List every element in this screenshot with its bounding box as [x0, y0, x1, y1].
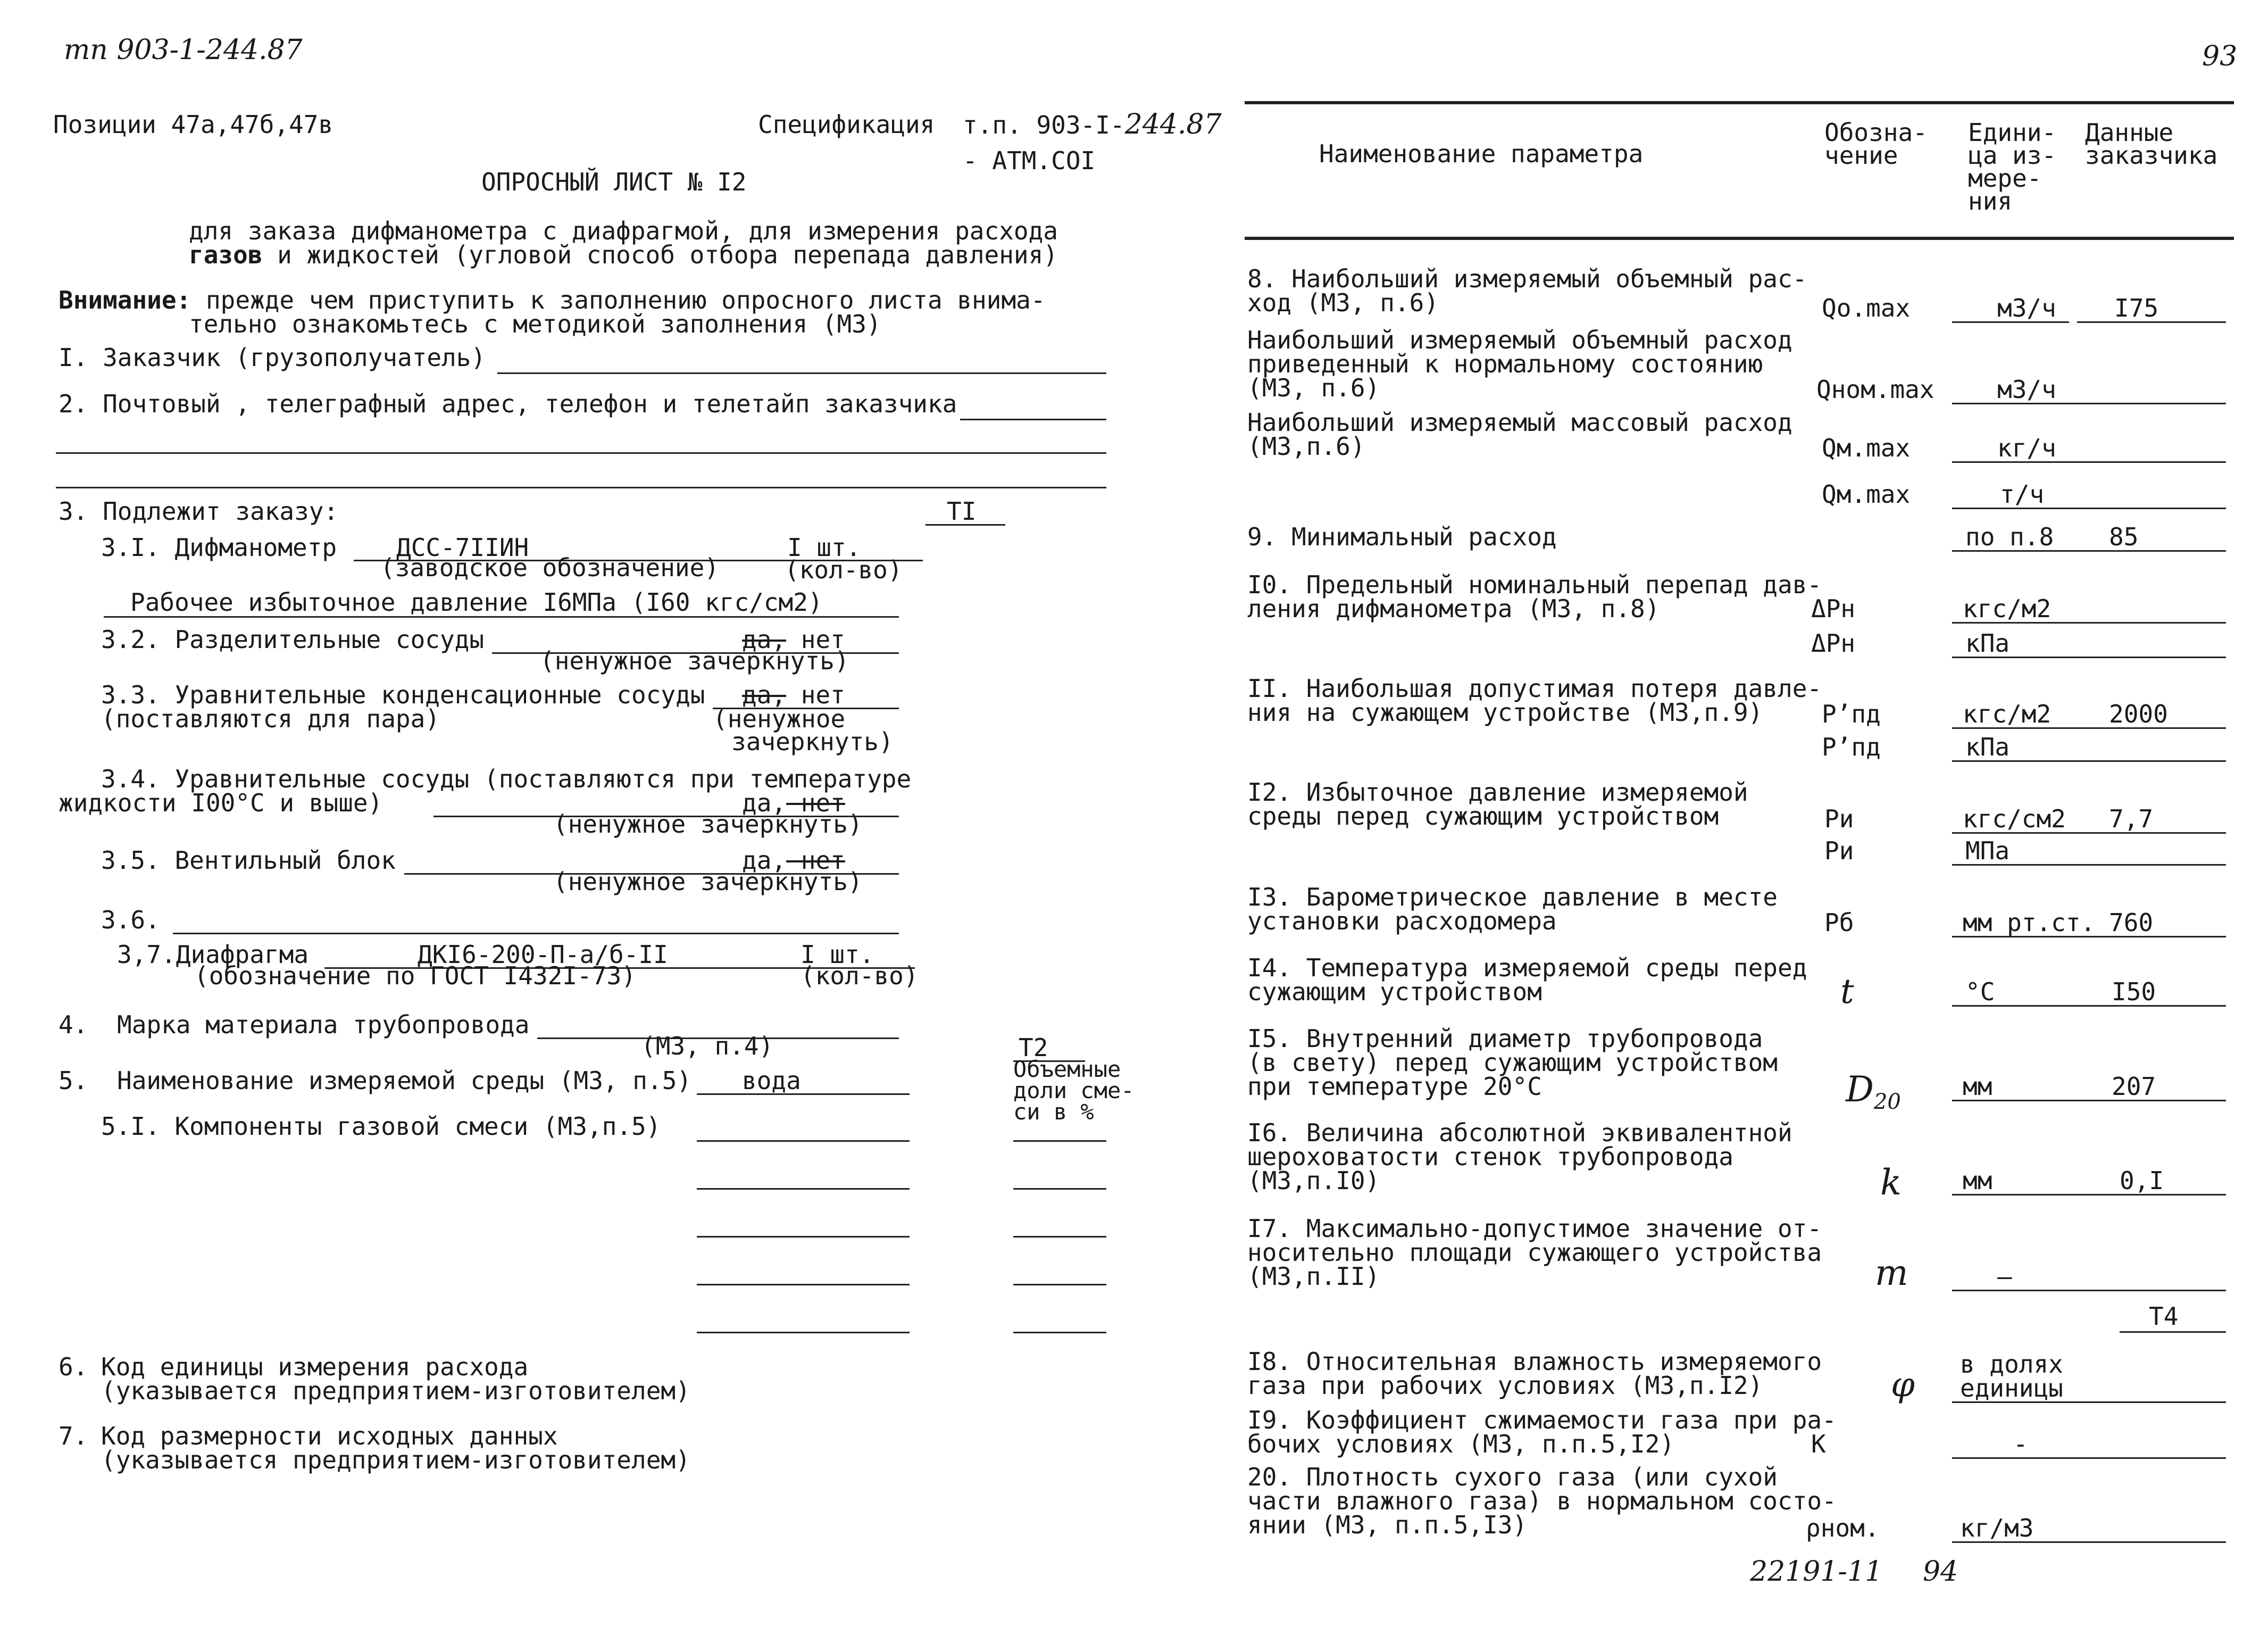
page-number: 93: [2202, 40, 2238, 72]
gas-share-line-3[interactable]: [1013, 1236, 1106, 1238]
row-12-line-2-field[interactable]: [1952, 864, 2226, 866]
vol-share-1: Объемные: [1013, 1056, 1121, 1082]
item-3-4-line-1: 3.4. Уравнительные сосуды (поставляются при температуре: [101, 765, 912, 793]
row-20-line-3: янии (МЗ, п.п.5,I3): [1247, 1510, 1528, 1539]
row-8b-unit: м3/ч: [1997, 375, 2056, 404]
row-8b-line-2: приведенный к нормальному состоянию: [1247, 350, 1763, 378]
item-3-4-note: (ненужное зачеркнуть): [553, 810, 863, 839]
gas-component-line-5[interactable]: [697, 1332, 910, 1333]
row-16-symbol: k: [1880, 1162, 1902, 1203]
row-14-line-2: сужающим устройством: [1247, 977, 1542, 1006]
item-3-2-note: (ненужное зачеркнуть): [540, 646, 849, 675]
table-label-t1: TI: [947, 497, 977, 526]
table-label-t4: T4: [2149, 1302, 2179, 1331]
item-3-7-qty-note: (кол-во): [801, 961, 919, 990]
col-header-unit-1: Едини-: [1968, 118, 2057, 147]
row-13-symbol: Рб: [1824, 908, 1854, 937]
item-2-address: 2. Почтовый , телеграфный адрес, телефон и телетайп заказчика: [59, 389, 957, 418]
row-16-value[interactable]: 0,I: [2120, 1166, 2164, 1195]
row-13-line-2: установки расходомера: [1247, 907, 1557, 935]
row-17-line-2: носительно площади сужающего устройства: [1247, 1238, 1822, 1267]
item-3-4-line-2: жидкости I00°С и выше): [59, 788, 383, 817]
row-11-line-1-field: [1952, 727, 2226, 729]
item-4-number: 4.: [59, 1010, 88, 1039]
row-11-unit-2: кПа: [1965, 733, 2010, 761]
attention-line-2: тельно ознакомьтесь с методикой заполнения (МЗ): [189, 310, 881, 338]
spec-value: т.п. 903-I-244.87: [963, 109, 1222, 140]
col-header-unit-3: мере-: [1968, 164, 2042, 193]
row-8-value-line: [2077, 321, 2226, 323]
archive-number: 22191-11: [1750, 1556, 1883, 1588]
row-20-symbol: ρном.: [1806, 1514, 1880, 1542]
item-3-2: 3.2. Разделительные сосуды: [101, 625, 485, 654]
item-3-3-line-2: (поставляются для пара): [101, 704, 440, 733]
row-8c-line-1: Наибольший измеряемый массовый расход: [1247, 408, 1792, 437]
item-3-1-note: (заводское обозначение): [380, 553, 719, 582]
row-10-line-1: I0. Предельный номинальный перепад дав-: [1247, 570, 1822, 599]
row-19-symbol: К: [1811, 1430, 1826, 1458]
item-7-number: 7.: [59, 1422, 88, 1450]
row-15-unit: мм: [1963, 1072, 1992, 1101]
row-14-line-1: I4. Температура измеряемой среды перед: [1247, 953, 1807, 982]
row-11-line-2: ния на сужающем устройстве (МЗ,п.9): [1247, 698, 1763, 727]
row-17-unit: —: [1997, 1262, 2012, 1291]
item-3-7-label: 3,7.Диафрагма: [117, 940, 309, 969]
item-4-note: (МЗ, п.4): [641, 1032, 774, 1060]
row-19-line[interactable]: [1952, 1457, 2226, 1459]
item-7-line-1: Код размерности исходных данных: [101, 1422, 558, 1450]
item-3-order: 3. Подлежит заказу:: [59, 497, 339, 526]
row-9: 9. Минимальный расход: [1247, 522, 1557, 551]
item-3-4-choice[interactable]: да, нет: [742, 788, 845, 817]
row-18-unit-2: единицы: [1960, 1374, 2063, 1402]
row-13-line-1: I3. Барометрическое давление в месте: [1247, 883, 1778, 911]
col-header-desig-1: Обозна-: [1824, 118, 1928, 147]
row-12-symbol-1: Ри: [1824, 804, 1854, 833]
col-header-name: Наименование параметра: [1319, 139, 1644, 168]
row-16-line-1: I6. Величина абсолютной эквивалентной: [1247, 1118, 1792, 1147]
row-8c-unit: кг/ч: [1997, 434, 2056, 462]
col-header-data-1: Данные: [2085, 118, 2174, 147]
row-17-line-3: (МЗ,п.II): [1247, 1262, 1380, 1291]
row-12-line-1-field: [1952, 832, 2226, 834]
row-10-symbol-2: ΔРн: [1811, 629, 1856, 658]
item-3-6: 3.6.: [101, 906, 160, 934]
item-6-line-2: (указывается предприятием-изготовителем): [101, 1376, 690, 1405]
col-header-unit-4: ния: [1968, 187, 2013, 215]
row-11-symbol-2: Р’пд: [1822, 733, 1881, 761]
row-9-line: [1952, 550, 2226, 552]
vol-share-3: си в %: [1013, 1099, 1094, 1125]
row-8d-symbol: Qм.max: [1822, 480, 1911, 509]
row-15-value[interactable]: 207: [2112, 1072, 2156, 1101]
gas-component-line-3[interactable]: [697, 1236, 910, 1238]
row-17-line-1: I7. Максимально-допустимое значение от-: [1247, 1214, 1822, 1243]
item-3-3-note-1: (ненужное: [713, 704, 846, 733]
item-6-number: 6.: [59, 1352, 88, 1381]
t1-line: [925, 524, 1005, 526]
row-12-symbol-2: Ри: [1824, 836, 1854, 865]
row-16-line-3: (МЗ,п.I0): [1247, 1166, 1380, 1195]
row-16-line: [1952, 1194, 2226, 1196]
working-pressure: Рабочее избыточное давление I6МПа (I60 кгс/см2): [130, 588, 823, 617]
row-11-symbol-1: Р’пд: [1822, 700, 1881, 728]
working-pressure-line: [104, 616, 899, 618]
row-19-line-1: I9. Коэффициент сжимаемости газа при ра-: [1247, 1406, 1837, 1434]
item-5-value[interactable]: вода: [742, 1066, 801, 1095]
sheet-number: 94: [1923, 1556, 1958, 1588]
item-3-3-note-2: зачеркнуть): [731, 727, 894, 756]
row-13-unit: мм рт.ст.: [1963, 908, 2096, 937]
item-3-3-line-1: 3.3. Уравнительные конденсационные сосуды: [101, 680, 705, 709]
row-10-line-2-field[interactable]: [1952, 657, 2226, 658]
row-8b-line-1: Наибольший измеряемый объемный расход: [1247, 326, 1792, 354]
row-8d-line[interactable]: [1952, 508, 2226, 509]
item-3-1-qty-note: (кол-во): [785, 555, 903, 584]
row-8c-line[interactable]: [1952, 461, 2226, 463]
row-18-line-2: газа при рабочих условиях (МЗ,п.I2): [1247, 1371, 1763, 1400]
row-15-line-1: I5. Внутренний диаметр трубопровода: [1247, 1024, 1763, 1053]
address-field-line-1[interactable]: [960, 419, 1106, 420]
row-8-line-2: ход (МЗ, п.6): [1247, 288, 1439, 317]
item-3-5-note: (ненужное зачеркнуть): [553, 867, 863, 896]
col-header-unit-2: ца из-: [1968, 141, 2057, 170]
row-20-unit: кг/м3: [1960, 1514, 2034, 1542]
row-13-line: [1952, 936, 2226, 937]
header-bottom-rule: [1245, 237, 2234, 240]
gas-component-line-2[interactable]: [697, 1188, 910, 1190]
row-10-symbol-1: ΔРн: [1811, 594, 1856, 623]
positions-label: Позиции 47а,47б,47в: [53, 110, 333, 139]
item-3-5-choice[interactable]: да, нет: [742, 846, 845, 875]
gas-share-line-2[interactable]: [1013, 1188, 1106, 1190]
row-15-symbol: $D_{20}$: [1846, 1069, 1901, 1115]
form-title: ОПРОСНЫЙ ЛИСТ № I2: [481, 168, 747, 196]
item-1-customer: I. Заказчик (грузополучатель): [59, 343, 486, 372]
row-15-line-3: при температуре 20°С: [1247, 1072, 1542, 1101]
row-13-value[interactable]: 760: [2109, 908, 2154, 937]
row-20-line-1: 20. Плотность сухого газа (или сухой: [1247, 1463, 1778, 1491]
col-header-desig-2: чение: [1824, 141, 1898, 170]
row-12-line-2: среды перед сужающим устройством: [1247, 802, 1719, 831]
row-12-unit-2: МПа: [1965, 836, 2010, 865]
t4-line: [2120, 1331, 2226, 1333]
item-3-7-note: (обозначение по ГОСТ I432I-73): [194, 961, 636, 990]
attention-line-1: Внимание: прежде чем приступить к заполнению опросного листа внима-: [59, 286, 1046, 314]
item-3-7-value[interactable]: ДКI6-200-П-а/б-II: [418, 940, 668, 969]
gas-share-line-5[interactable]: [1013, 1332, 1106, 1333]
row-12-value-1[interactable]: 7,7: [2109, 804, 2154, 833]
item-3-1-value[interactable]: ДСС-7IIИН: [396, 533, 529, 562]
row-14-line: [1952, 1005, 2226, 1007]
row-19-unit: -: [2013, 1430, 2028, 1458]
row-16-line-2: шероховатости стенок трубопровода: [1247, 1142, 1733, 1171]
gas-share-line-4[interactable]: [1013, 1284, 1106, 1285]
item-3-6-line[interactable]: [173, 933, 899, 934]
row-8c-symbol: Qм.max: [1822, 434, 1911, 462]
row-18-symbol: φ: [1891, 1365, 1915, 1405]
item-3-7-qty[interactable]: I шт.: [801, 940, 874, 969]
item-3-3-choice[interactable]: да, нет: [742, 680, 845, 709]
item-3-2-choice[interactable]: да, нет: [742, 625, 845, 654]
col-header-data-2: заказчика: [2085, 141, 2218, 170]
row-8b-symbol: Qном.max: [1816, 375, 1935, 404]
item-3-1-qty[interactable]: I шт.: [787, 533, 861, 562]
address-field-line-2[interactable]: [56, 452, 1106, 454]
item-5-1: 5.I. Компоненты газовой смеси (МЗ,п.5): [101, 1112, 661, 1141]
item-5-number: 5.: [59, 1066, 88, 1095]
gas-component-line-4[interactable]: [697, 1284, 910, 1285]
row-8-line-1: 8. Наибольший измеряемый объемный рас-: [1247, 264, 1807, 293]
row-8-symbol: Qо.max: [1822, 294, 1911, 322]
row-10-unit-2: кПа: [1965, 629, 2010, 658]
row-14-unit: °С: [1965, 977, 1995, 1006]
row-14-symbol: t: [1840, 972, 1854, 1011]
vol-share-2: доли сме-: [1013, 1077, 1135, 1103]
spec-label: Спецификация: [758, 110, 935, 139]
row-19-line-2: бочих условиях (МЗ, п.п.5,I2): [1247, 1430, 1675, 1458]
row-11-value-1[interactable]: 2000: [2109, 700, 2168, 728]
row-8-unit: м3/ч: [1997, 294, 2056, 322]
row-8-value[interactable]: I75: [2114, 294, 2159, 322]
row-10-line-2: ления дифманометра (МЗ, п.8): [1247, 594, 1660, 623]
row-11-unit-1: кгс/м2: [1963, 700, 2052, 728]
item-6-line-1: Код единицы измерения расхода: [101, 1352, 529, 1381]
row-8-unit-line: [1952, 321, 2069, 323]
row-10-line-1-field[interactable]: [1952, 622, 2226, 624]
row-16-unit: мм: [1963, 1166, 1992, 1195]
item-5-medium: Наименование измеряемой среды (МЗ, п.5): [117, 1066, 692, 1095]
row-12-line-1: I2. Избыточное давление измеряемой: [1247, 778, 1748, 807]
form-subtitle-2: газов и жидкостей (угловой способ отбора перепада давления): [189, 240, 1058, 269]
row-14-value[interactable]: I50: [2112, 977, 2156, 1006]
row-17-line[interactable]: [1952, 1290, 2226, 1291]
row-9-value[interactable]: 85: [2109, 522, 2139, 551]
table-top-rule: [1245, 101, 2234, 104]
row-18-unit-1: в долях: [1960, 1350, 2063, 1379]
spec-value-line2: - АТМ.СОI: [963, 146, 1096, 175]
item-3-5: 3.5. Вентильный блок: [101, 846, 396, 875]
row-20-line-2: части влажного газа) в нормальном состо-: [1247, 1487, 1837, 1515]
item-4-material: Марка материала трубопровода: [117, 1010, 530, 1039]
gas-share-line-1[interactable]: [1013, 1140, 1106, 1142]
item-7-line-2: (указывается предприятием-изготовителем): [101, 1446, 690, 1474]
item-5-line: [697, 1093, 910, 1095]
address-field-line-3[interactable]: [56, 487, 1106, 488]
row-10-unit-1: кгс/м2: [1963, 594, 2052, 623]
row-18-line-1: I8. Относительная влажность измеряемого: [1247, 1347, 1822, 1376]
row-20-line[interactable]: [1952, 1541, 2226, 1543]
row-15-line: [1952, 1100, 2226, 1101]
form-subtitle-1: для заказа дифманометра с диафрагмой, для измерения расхода: [189, 217, 1058, 245]
table-label-t2: T2: [1019, 1033, 1048, 1062]
row-11-line-2-field[interactable]: [1952, 760, 2226, 762]
row-9-unit: по п.8: [1965, 522, 2054, 551]
row-18-line[interactable]: [1952, 1401, 2226, 1403]
customer-field-line[interactable]: [497, 372, 1106, 374]
row-8c-line-2: (МЗ,п.6): [1247, 432, 1365, 461]
row-17-symbol: m: [1875, 1252, 1908, 1293]
row-11-line-1: II. Наибольшая допустимая потеря давле-: [1247, 674, 1822, 703]
item-3-1-label: 3.I. Дифманометр: [101, 533, 337, 562]
row-8b-line[interactable]: [1952, 403, 2226, 404]
gas-component-line-1[interactable]: [697, 1140, 910, 1142]
row-15-line-2: (в свету) перед сужающим устройством: [1247, 1048, 1778, 1077]
row-8b-line-3: (МЗ, п.6): [1247, 373, 1380, 402]
doc-id: тп 903-1-244.87: [64, 34, 303, 66]
row-8d-unit: т/ч: [2000, 480, 2045, 509]
row-12-unit-1: кгс/см2: [1963, 804, 2066, 833]
